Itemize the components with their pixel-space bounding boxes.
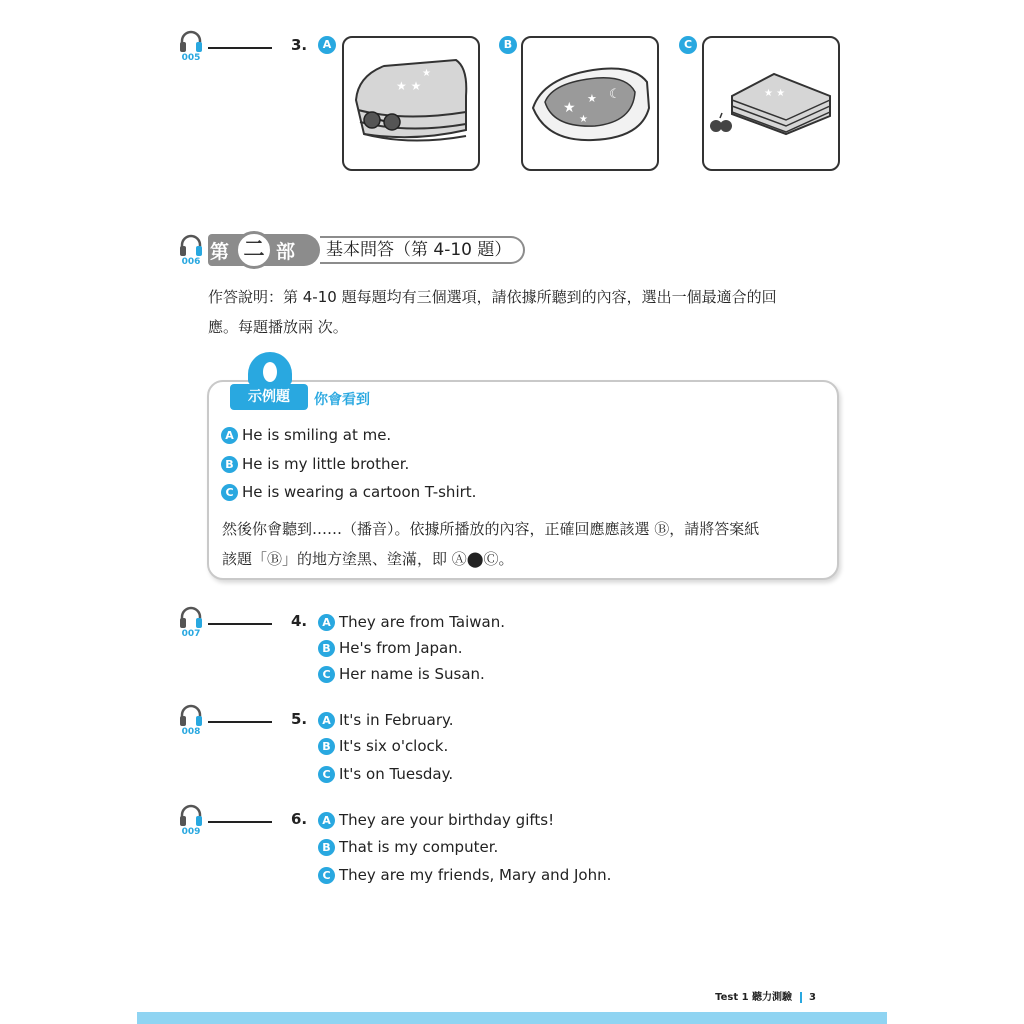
example-note-line-1: 然後你會聽到……（播音）。依據所播放的內容，正確回應應該選 Ⓑ，請將答案紙: [222, 520, 760, 538]
track-007: [178, 606, 274, 656]
track-number: 007: [181, 629, 201, 639]
option-text: He is wearing a cartoon T-shirt.: [242, 483, 477, 501]
track-number: 008: [181, 727, 201, 737]
option-text: It's six o'clock.: [339, 737, 449, 755]
svg-text:☾: ☾: [609, 87, 621, 102]
track-009: [178, 804, 274, 854]
option-text: Her name is Susan.: [339, 665, 485, 683]
option-c-badge[interactable]: C: [679, 36, 697, 54]
headphones-icon: [178, 704, 204, 728]
option-a-badge[interactable]: A: [318, 36, 336, 54]
instruction-line-1: 作答說明：第 4-10 題每題均有三個選項，請依據所聽到的內容，選出一個最適合的回: [208, 288, 777, 306]
option-a-picture[interactable]: [342, 36, 480, 171]
svg-text:★: ★: [422, 68, 431, 79]
q5-option-c[interactable]: [318, 765, 453, 783]
q6-option-c[interactable]: [318, 866, 611, 884]
q4-option-b[interactable]: [318, 639, 463, 657]
answer-blank[interactable]: [208, 47, 272, 49]
section-number: 二: [235, 231, 273, 269]
q6-option-b[interactable]: [318, 838, 498, 856]
track-number: 006: [181, 257, 201, 267]
option-b-picture[interactable]: [521, 36, 659, 171]
track-number: 005: [181, 53, 201, 63]
q4-option-a[interactable]: [318, 613, 505, 631]
option-text: That is my computer.: [339, 838, 499, 856]
option-letter-badge: B: [318, 738, 335, 755]
example-option-c: [221, 483, 476, 501]
section-suffix: 部分: [276, 241, 296, 290]
answer-blank[interactable]: [208, 821, 272, 823]
option-text: He is smiling at me.: [242, 426, 392, 444]
svg-text:★: ★: [587, 92, 597, 105]
question-number: 5.: [291, 710, 308, 728]
example-option-b: [221, 455, 409, 473]
option-text: It's in February.: [339, 711, 454, 729]
svg-text:★: ★: [579, 114, 588, 125]
q5-option-a[interactable]: [318, 711, 454, 729]
option-letter-badge: B: [318, 839, 335, 856]
footer-bar: [137, 1012, 887, 1024]
option-letter-badge: B: [318, 640, 335, 657]
headphones-icon: [178, 234, 204, 258]
track-005: [178, 30, 274, 80]
option-text: He's from Japan.: [339, 639, 463, 657]
track-number: 009: [181, 827, 201, 837]
question-number: 3.: [291, 36, 308, 54]
headphones-icon: [178, 30, 204, 54]
option-text: It's on Tuesday.: [339, 765, 454, 783]
option-letter-badge: B: [221, 456, 238, 473]
page-footer: [715, 988, 816, 1003]
svg-text:★ ★: ★ ★: [396, 79, 422, 93]
blanket-apple-image: [704, 38, 838, 169]
option-letter-badge: C: [318, 766, 335, 783]
option-letter-badge: A: [318, 812, 335, 829]
option-letter-badge: A: [318, 614, 335, 631]
example-hear-label: 你會看到: [314, 392, 370, 408]
option-letter-badge: C: [221, 484, 238, 501]
answer-blank[interactable]: [208, 623, 272, 625]
q4-option-c[interactable]: [318, 665, 485, 683]
answer-blank[interactable]: [208, 721, 272, 723]
footer-divider: [800, 992, 802, 1003]
question-number: 4.: [291, 612, 308, 630]
option-text: They are from Taiwan.: [339, 613, 506, 631]
section-title: 基本問答（第 4-10 題）: [320, 236, 525, 264]
page-number: 3: [809, 992, 816, 1003]
headphones-icon: [178, 804, 204, 828]
option-letter-badge: A: [318, 712, 335, 729]
option-c-picture[interactable]: [702, 36, 840, 171]
footer-label: Test 1 聽力測驗: [715, 992, 793, 1003]
option-letter-badge: C: [318, 867, 335, 884]
svg-text:★ ★: ★ ★: [764, 88, 786, 99]
option-letter-badge: A: [221, 427, 238, 444]
option-text: They are your birthday gifts!: [339, 811, 555, 829]
option-text: They are my friends, Mary and John.: [339, 866, 612, 884]
q6-option-a[interactable]: [318, 811, 554, 829]
track-008: [178, 704, 274, 754]
example-note-line-2: 該題「Ⓑ」的地方塗黑、塗滿，即 Ⓐ⬤Ⓒ。: [222, 550, 514, 568]
example-option-a: [221, 426, 391, 444]
blanket-moon-image: [523, 38, 657, 169]
section-prefix: 第: [210, 241, 230, 263]
svg-text:★: ★: [563, 100, 576, 116]
option-b-badge[interactable]: B: [499, 36, 517, 54]
option-letter-badge: C: [318, 666, 335, 683]
blanket-glasses-image: [344, 38, 478, 169]
headphones-icon: [178, 606, 204, 630]
example-tab: 示例題: [230, 384, 308, 410]
question-number: 6.: [291, 810, 308, 828]
instruction-line-2: 應。每題播放兩 次。: [208, 318, 348, 336]
q5-option-b[interactable]: [318, 737, 448, 755]
option-text: He is my little brother.: [242, 455, 410, 473]
